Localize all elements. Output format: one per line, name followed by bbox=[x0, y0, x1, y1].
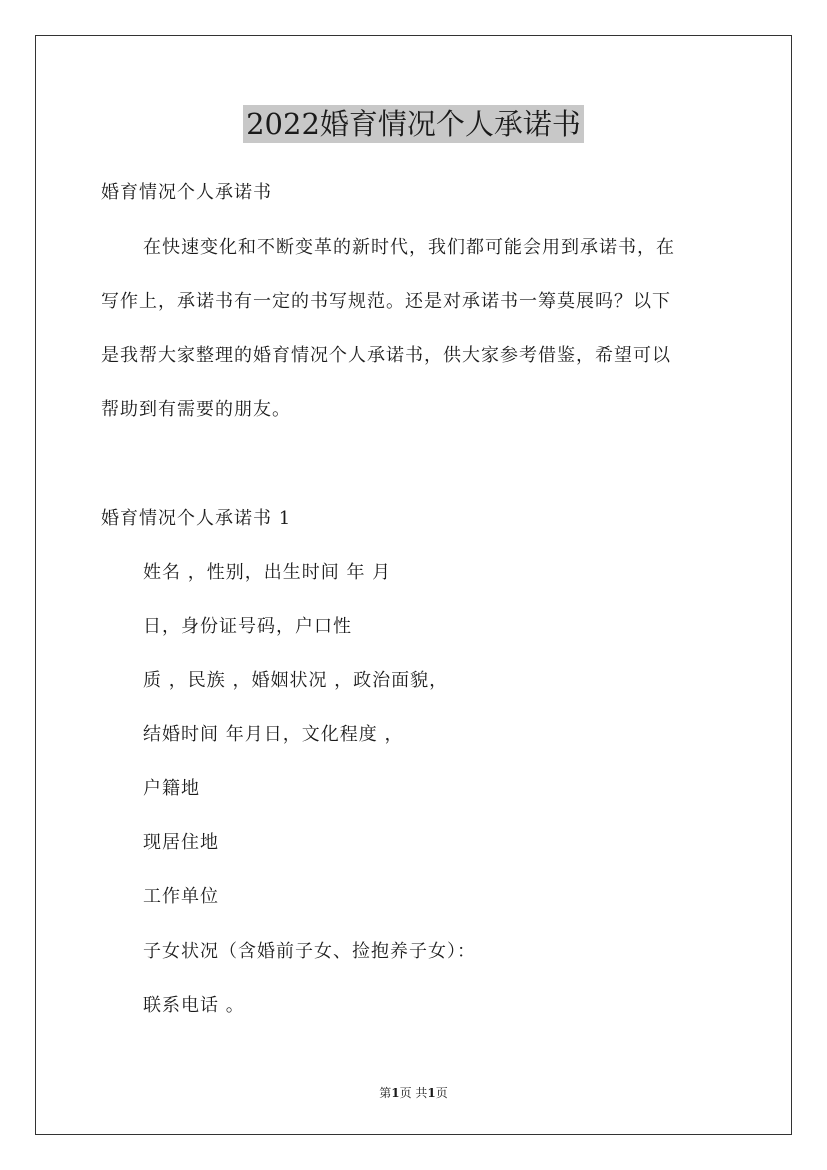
document-title-text: 2022婚育情况个人承诺书 bbox=[243, 105, 584, 143]
footer-page-total: 1 bbox=[427, 1086, 436, 1100]
form-line-employer: 工作单位 bbox=[143, 886, 219, 907]
form-line-id: 日，身份证号码，户口性 bbox=[143, 616, 352, 637]
page-footer bbox=[0, 1085, 827, 1101]
intro-line-4: 帮助到有需要的朋友。 bbox=[101, 399, 291, 420]
intro-line-2: 写作上，承诺书有一定的书写规范。还是对承诺书一筹莫展吗？以下 bbox=[101, 291, 671, 312]
footer-page-current: 1 bbox=[391, 1086, 400, 1100]
footer-page-suffix: 页 bbox=[435, 1086, 448, 1100]
form-line-marriage: 结婚时间 年月日，文化程度 ， bbox=[143, 724, 404, 745]
document-title bbox=[0, 104, 827, 143]
footer-page-prefix: 第 bbox=[379, 1086, 392, 1100]
form-line-residence: 现居住地 bbox=[143, 832, 219, 853]
form-line-name: 姓名 ，性别，出生时间 年 月 bbox=[143, 562, 392, 583]
section-heading: 婚育情况个人承诺书 1 bbox=[101, 508, 292, 529]
footer-page-mid: 页 共 bbox=[399, 1086, 428, 1100]
form-line-domicile: 户籍地 bbox=[143, 778, 200, 799]
form-line-status: 质 ，民族 ，婚姻状况 ，政治面貌， bbox=[143, 670, 449, 691]
form-line-phone: 联系电话 。 bbox=[143, 995, 245, 1016]
intro-line-1: 在快速变化和不断变革的新时代，我们都可能会用到承诺书，在 bbox=[143, 237, 675, 258]
form-line-children: 子女状况（含婚前子女、捡抱养子女）： bbox=[143, 941, 476, 962]
intro-line-3: 是我帮大家整理的婚育情况个人承诺书，供大家参考借鉴，希望可以 bbox=[101, 345, 671, 366]
document-subtitle: 婚育情况个人承诺书 bbox=[101, 182, 272, 203]
